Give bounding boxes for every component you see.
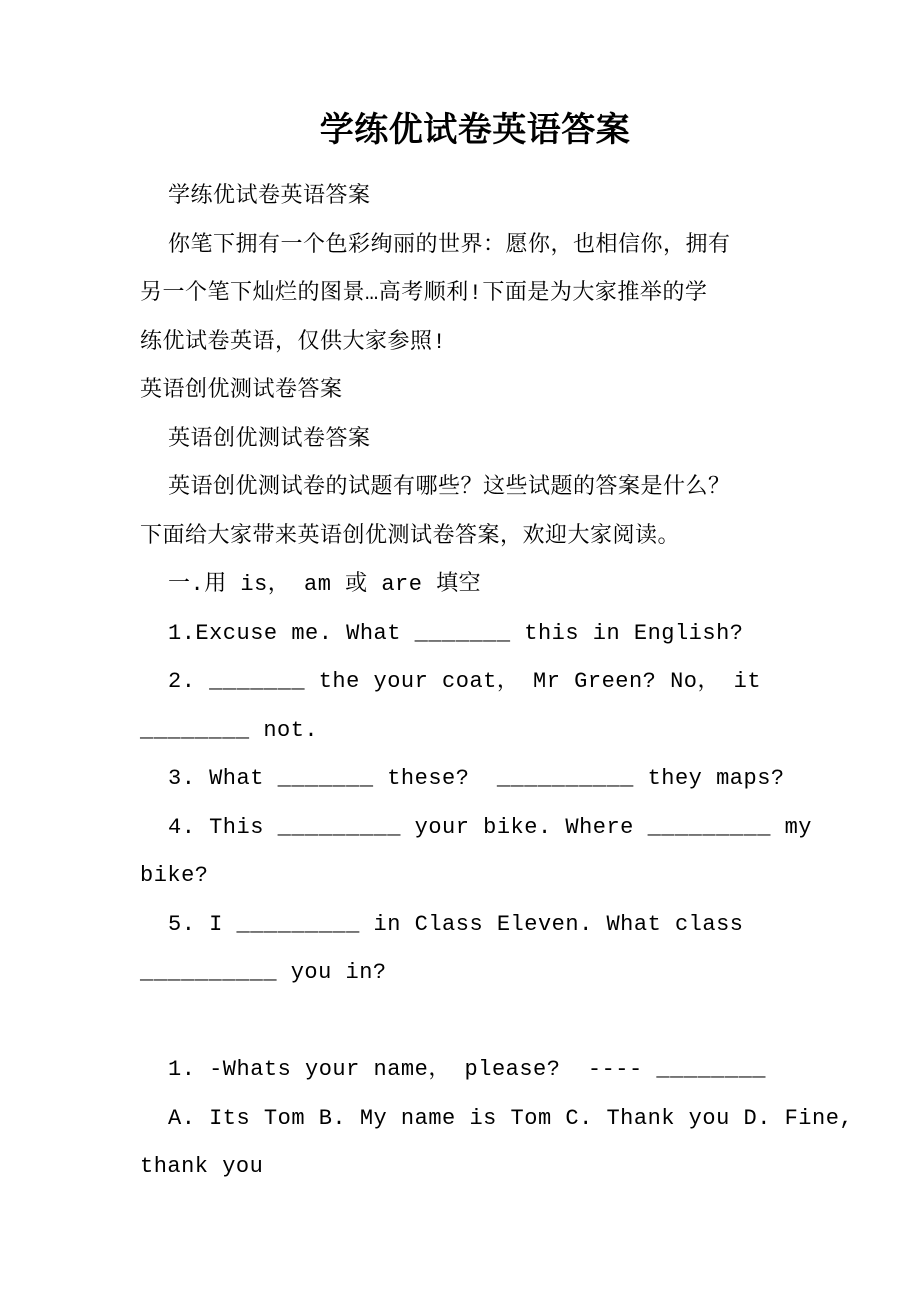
text-line: thank you: [140, 1154, 264, 1179]
text-line: 3. What _______ these? __________ they maps?: [168, 766, 785, 791]
text-line: 5. I _________ in Class Eleven. What class: [168, 911, 744, 937]
text-line: 1.Excuse me. What _______ this in English?: [168, 620, 744, 646]
text-line: __________ you in?: [140, 960, 387, 985]
text-line: 练优试卷英语，仅供大家参照!: [140, 329, 447, 355]
text-line: ________ not.: [140, 717, 319, 743]
text-line: [140, 998, 810, 1047]
text-line: 1. -Whats your name， please? ---- ________: [168, 1057, 766, 1082]
text-line: 学练优试卷英语答案: [168, 184, 371, 209]
text-line: 英语创优测试卷答案: [168, 426, 371, 452]
text-line: 下面给大家带来英语创优测试卷答案，欢迎大家阅读。: [140, 523, 681, 549]
text-line: bike?: [140, 863, 209, 888]
text-line: 英语创优测试卷答案: [140, 378, 343, 403]
text-line: 一.用 is， am 或 are 填空: [168, 572, 482, 597]
text-line: 英语创优测试卷的试题有哪些？这些试题的答案是什么？: [168, 475, 731, 500]
text-line: 2. _______ the your coat， Mr Green? No， it: [168, 669, 762, 694]
text-line: 另一个笔下灿烂的图景…高考顺利!下面是为大家推举的学: [140, 281, 708, 306]
text-line: 4. This _________ your bike. Where _________ my: [168, 814, 813, 840]
document-title: 学练优试卷英语答案: [319, 114, 631, 152]
text-line: 你笔下拥有一个色彩绚丽的世界：愿你，也相信你，拥有: [168, 232, 731, 258]
document-body: [140, 173, 854, 1192]
text-line: A. Its Tom B. My name is Tom C. Thank you D. Fine,: [168, 1105, 854, 1131]
